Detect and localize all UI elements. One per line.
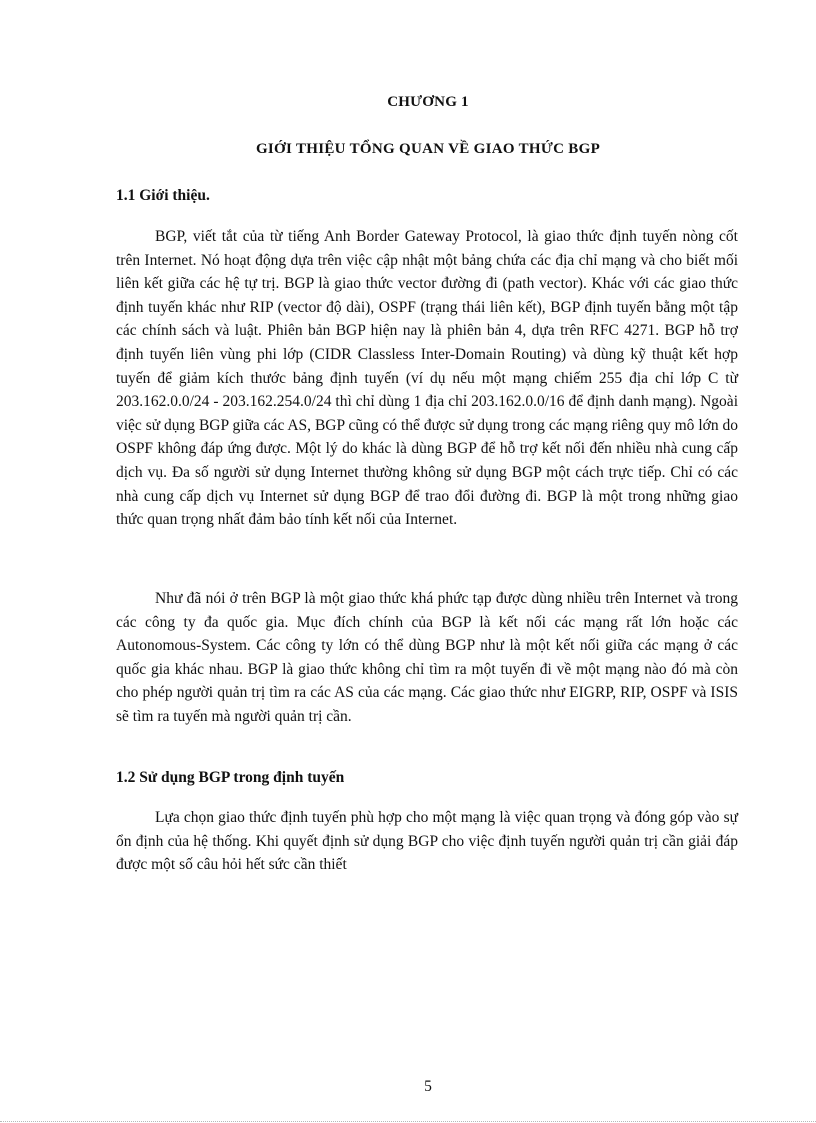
section-1-2-paragraph-1: Lựa chọn giao thức định tuyến phù hợp cho một mạng là việc quan trọng và đóng góp vào sự ổn định của hệ thống. Khi quyết định sử dụng BGP cho việc định tuyến người quản trị cần giải đáp được một số câu hỏi hết sức cần thiết — [116, 809, 738, 874]
page-bottom-divider — [0, 1121, 816, 1122]
section-1-1-paragraph-2: Như đã nói ở trên BGP là một giao thức khá phức tạp được dùng nhiều trên Internet và trong các công ty đa quốc gia. Mục đích chính của BGP là kết nối các mạng rất lớn hoặc các Autonomous-System. Các công ty lớn có thể dùng BGP như là một kết nối giữa các mạng ở các quốc gia khác nhau. BGP là giao thức không chỉ tìm ra một tuyến đi về một mạng nào đó mà còn cho phép người quản trị tìm ra các AS của các mạng. Các giao thức như EIGRP, RIP, OSPF và ISIS sẽ tìm ra tuyến mà người quản trị cần. — [116, 590, 738, 725]
section-heading-1-2: 1.2 Sử dụng BGP trong định tuyến — [116, 769, 345, 786]
chapter-label: CHƯƠNG 1 — [387, 94, 469, 110]
section-heading-1-1: 1.1 Giới thiệu. — [116, 187, 210, 204]
section-1-1-paragraph-1: BGP, viết tắt của từ tiếng Anh Border Gateway Protocol, là giao thức định tuyến nòng cốt trên Internet. Nó hoạt động dựa trên việc cập nhật một bảng chứa các địa chỉ mạng và cho biết mối liên kết giữa các hệ tự trị. BGP là giao thức vector đường đi (path vector). Khác với các giao thức định tuyến khác như RIP (vector độ dài), OSPF (trạng thái liên kết), BGP định tuyến bằng một tập các chính sách và luật. Phiên bản BGP hiện nay là phiên bản 4, dựa trên RFC 4271. BGP hỗ trợ định tuyến liên vùng phi lớp (CIDR Classless Inter-Domain Routing) và dùng kỹ thuật kết hợp tuyến để giảm kích thước bảng định tuyến (ví dụ nếu một mạng chiếm 255 địa chỉ lớp C từ 203.162.0.0/24 - 203.162.254.0/24 thì chỉ dùng 1 địa chỉ 203.162.0.0/16 để định danh mạng). Ngoài việc sử dụng BGP giữa các AS, BGP cũng có thể được sử dụng trong các mạng riêng quy mô lớn do OSPF không đáp ứng được. Một lý do khác là dùng BGP để hỗ trợ kết nối đến nhiều nhà cung cấp dịch vụ. Đa số người sử dụng Internet thường không sử dụng BGP một cách trực tiếp. Chỉ có các nhà cung cấp dịch vụ Internet sử dụng BGP để trao đổi đường đi. BGP là một trong những giao thức quan trọng nhất đảm bảo tính kết nối của Internet. — [116, 228, 738, 529]
page-number: 5 — [424, 1078, 432, 1095]
chapter-title: GIỚI THIỆU TỔNG QUAN VỀ GIAO THỨC BGP — [255, 141, 601, 157]
